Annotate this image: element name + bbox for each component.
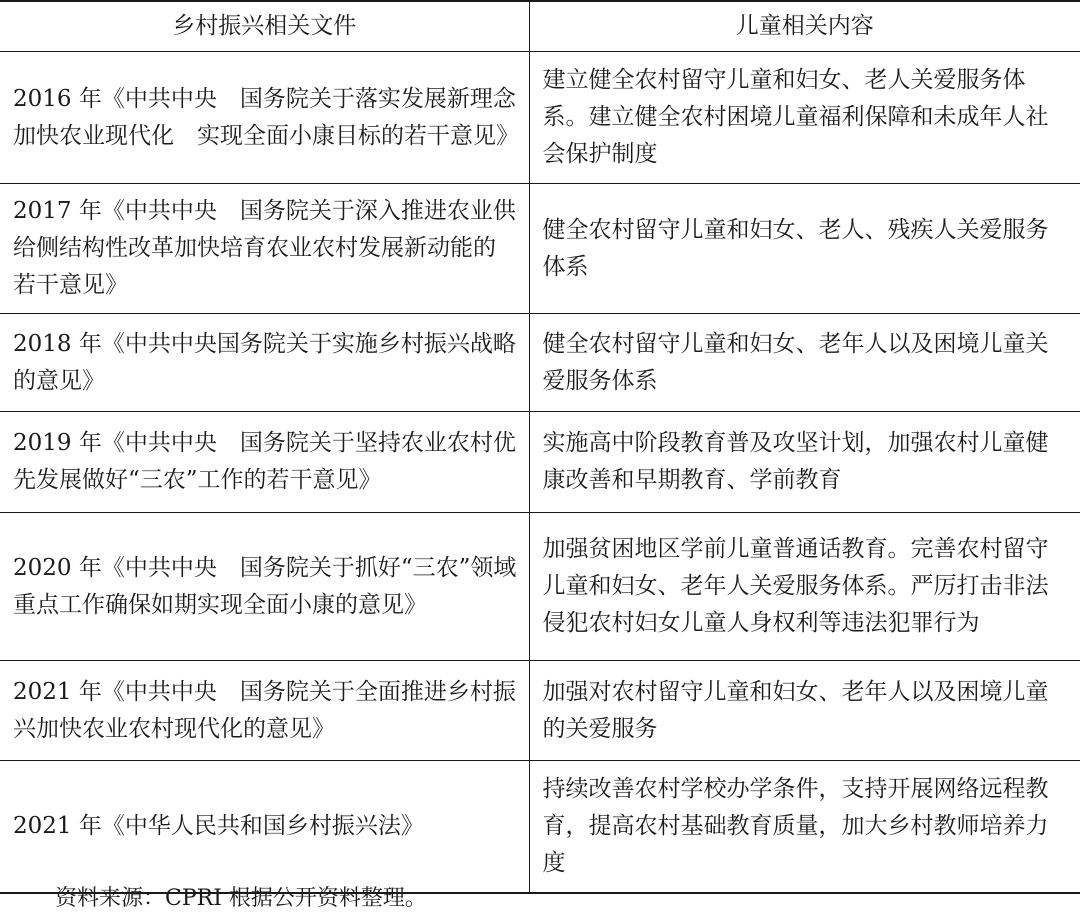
document-cell: 2021 年《中华人民共和国乡村振兴法》 [0, 761, 529, 893]
document-cell: 2018 年《中共中央国务院关于实施乡村振兴战略的意见》 [0, 314, 529, 412]
table-row [0, 52, 1080, 184]
table-row [0, 412, 1080, 513]
content-cell: 实施高中阶段教育普及攻坚计划，加强农村儿童健康改善和早期教育、学前教育 [529, 412, 1080, 513]
content-cell: 健全农村留守儿童和妇女、老年人以及困境儿童关爱服务体系 [529, 314, 1080, 412]
table-row [0, 314, 1080, 412]
table-row [0, 761, 1080, 893]
content-cell: 健全农村留守儿童和妇女、老人、残疾人关爱服务体系 [529, 184, 1080, 314]
source-note: 资料来源：CPRI 根据公开资料整理。 [55, 886, 427, 911]
document-cell: 2021 年《中共中央 国务院关于全面推进乡村振兴加快农业农村现代化的意见》 [0, 661, 529, 761]
document-cell: 2019 年《中共中央 国务院关于坚持农业农村优先发展做好“三农”工作的若干意见》 [0, 412, 529, 513]
table-row [0, 513, 1080, 661]
content-cell: 加强对农村留守儿童和妇女、老年人以及困境儿童的关爱服务 [529, 661, 1080, 761]
content-cell: 加强贫困地区学前儿童普通话教育。完善农村留守儿童和妇女、老年人关爱服务体系。严厉打击非法侵犯农村妇女儿童人身权利等违法犯罪行为 [529, 513, 1080, 661]
document-cell: 2020 年《中共中央 国务院关于抓好“三农”领域重点工作确保如期实现全面小康的意见》 [0, 513, 529, 661]
document-cell: 2016 年《中共中央 国务院关于落实发展新理念加快农业现代化 实现全面小康目标的若干意见》 [0, 52, 529, 184]
header-documents: 乡村振兴相关文件 [0, 1, 529, 52]
content-cell: 持续改善农村学校办学条件，支持开展网络远程教育，提高农村基础教育质量，加大乡村教师培养力度 [529, 761, 1080, 893]
document-cell: 2017 年《中共中央 国务院关于深入推进农业供给侧结构性改革加快培育农业农村发展新动能的若干意见》 [0, 184, 529, 314]
header-child-content: 儿童相关内容 [529, 1, 1080, 52]
content-cell: 建立健全农村留守儿童和妇女、老人关爱服务体系。建立健全农村困境儿童福利保障和未成年人社会保护制度 [529, 52, 1080, 184]
table-row [0, 184, 1080, 314]
table-header-row [0, 1, 1080, 52]
table-row [0, 661, 1080, 761]
